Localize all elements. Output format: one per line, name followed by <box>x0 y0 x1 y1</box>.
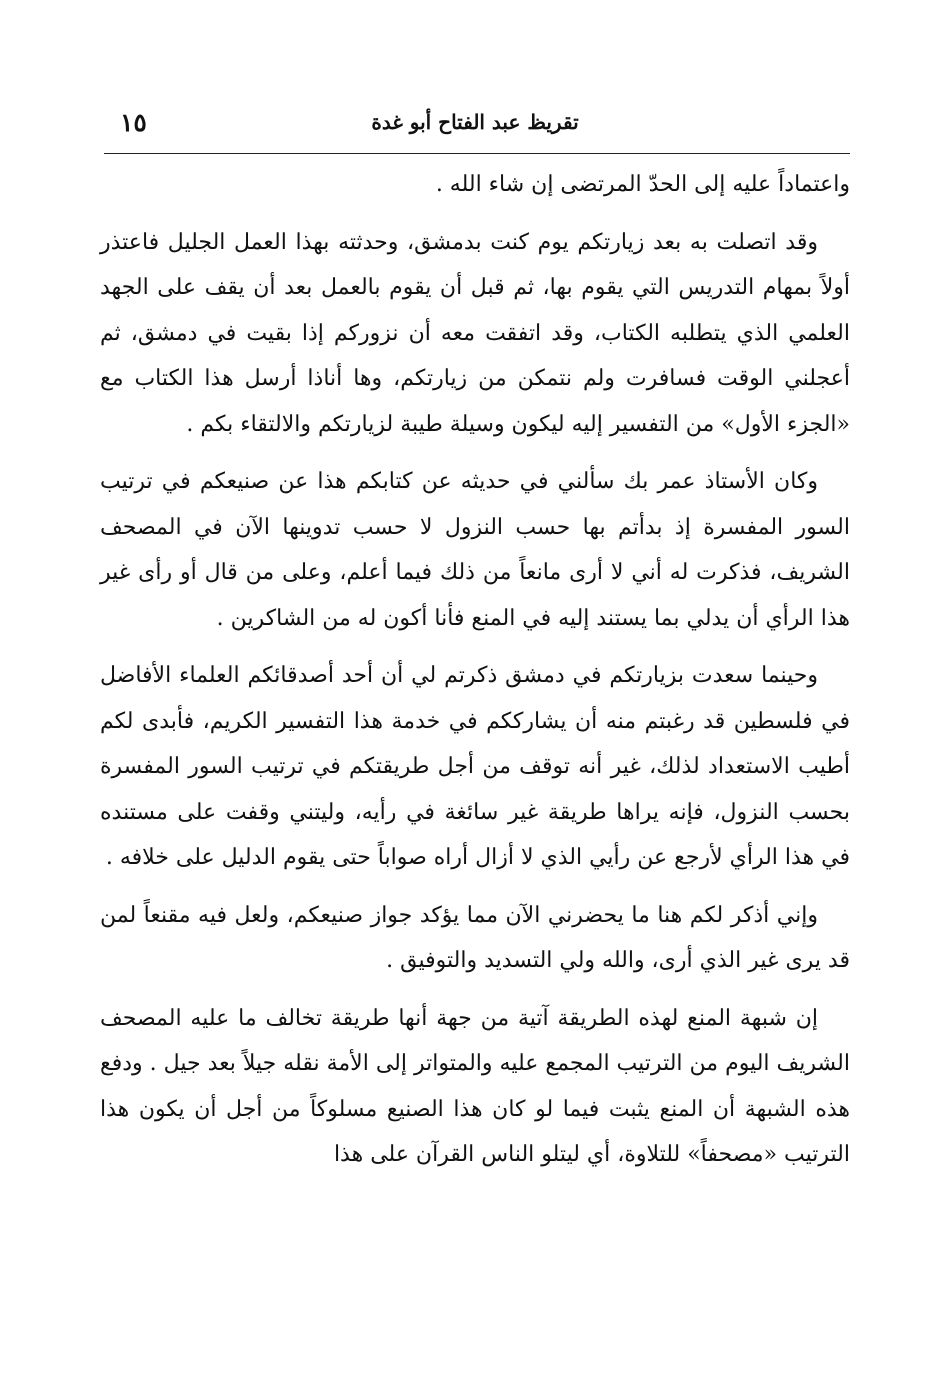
paragraph: إن شبهة المنع لهذه الطريقة آتية من جهة أنها طريقة تخالف ما عليه المصحف الشريف اليوم من الترتيب المجمع عليه والمتواتر إلى الأمة نقله جيلاً بعد جيل . ودفع هذه الشبهة أن المنع يثبت فيما لو كان هذا الصنيع مسلوكاً من أجل أن يكون هذا الترتيب «مصحفاً» للتلاوة، أي ليتلو الناس القرآن على هذا <box>100 1005 850 1167</box>
header-rule <box>104 153 850 154</box>
running-title: تقريظ عبد الفتاح أبو غدة <box>371 110 579 134</box>
paragraph: وحينما سعدت بزيارتكم في دمشق ذكرتم لي أن أحد أصدقائكم العلماء الأفاضل في فلسطين قد رغبتم منه أن يشارككم في خدمة هذا التفسير الكريم، فأبدى لكم أطيب الاستعداد لذلك، غير أنه توقف من أجل طريقتكم في ترتيب السور المفسرة بحسب النزول، فإنه يراها طريقة غير سائغة في رأيه، وليتني وقفت على مستنده في هذا الرأي لأرجع عن رأيي الذي لا أزال أراه صواباً حتى يقوم الدليل على خلافه . <box>100 663 850 870</box>
paragraph: وكان الأستاذ عمر بك سألني في حديثه عن كتابكم هذا عن صنيعكم في ترتيب السور المفسرة إذ بدأتم بها حسب النزول لا حسب تدوينها الآن في المصحف الشريف، فذكرت له أني لا أرى مانعاً من ذلك فيما أعلم، وعلى من قال أو رأى غير هذا الرأي أن يدلي بما يستند إليه في المنع فأنا أكون له من الشاكرين . <box>100 469 850 631</box>
paragraph: وإني أذكر لكم هنا ما يحضرني الآن مما يؤكد جواز صنيعكم، ولعل فيه مقنعاً لمن قد يرى غير الذي أرى، والله ولي التسديد والتوفيق . <box>100 902 850 973</box>
page-number: ١٥ <box>120 108 147 137</box>
paragraph: وقد اتصلت به بعد زيارتكم يوم كنت بدمشق، وحدثته بهذا العمل الجليل فاعتذر أولاً بمهام التدريس التي يقوم بها، ثم قبل أن يقوم بالعمل بعد أن يقف على الجهد العلمي الذي يتطلبه الكتاب، وقد اتفقت معه أن نزوركم إذا بقيت في دمشق، ثم أعجلني الوقت فسافرت ولم نتمكن من زيارتكم، وها أناذا أرسل هذا الكتاب مع «الجزء الأول» من التفسير إليه ليكون وسيلة طيبة لزيارتكم والالتقاء بكم . <box>100 229 850 437</box>
body-text <box>100 162 850 1178</box>
paragraph-continuation: واعتماداً عليه إلى الحدّ المرتضى إن شاء الله . <box>435 172 850 197</box>
page-header <box>104 108 850 152</box>
